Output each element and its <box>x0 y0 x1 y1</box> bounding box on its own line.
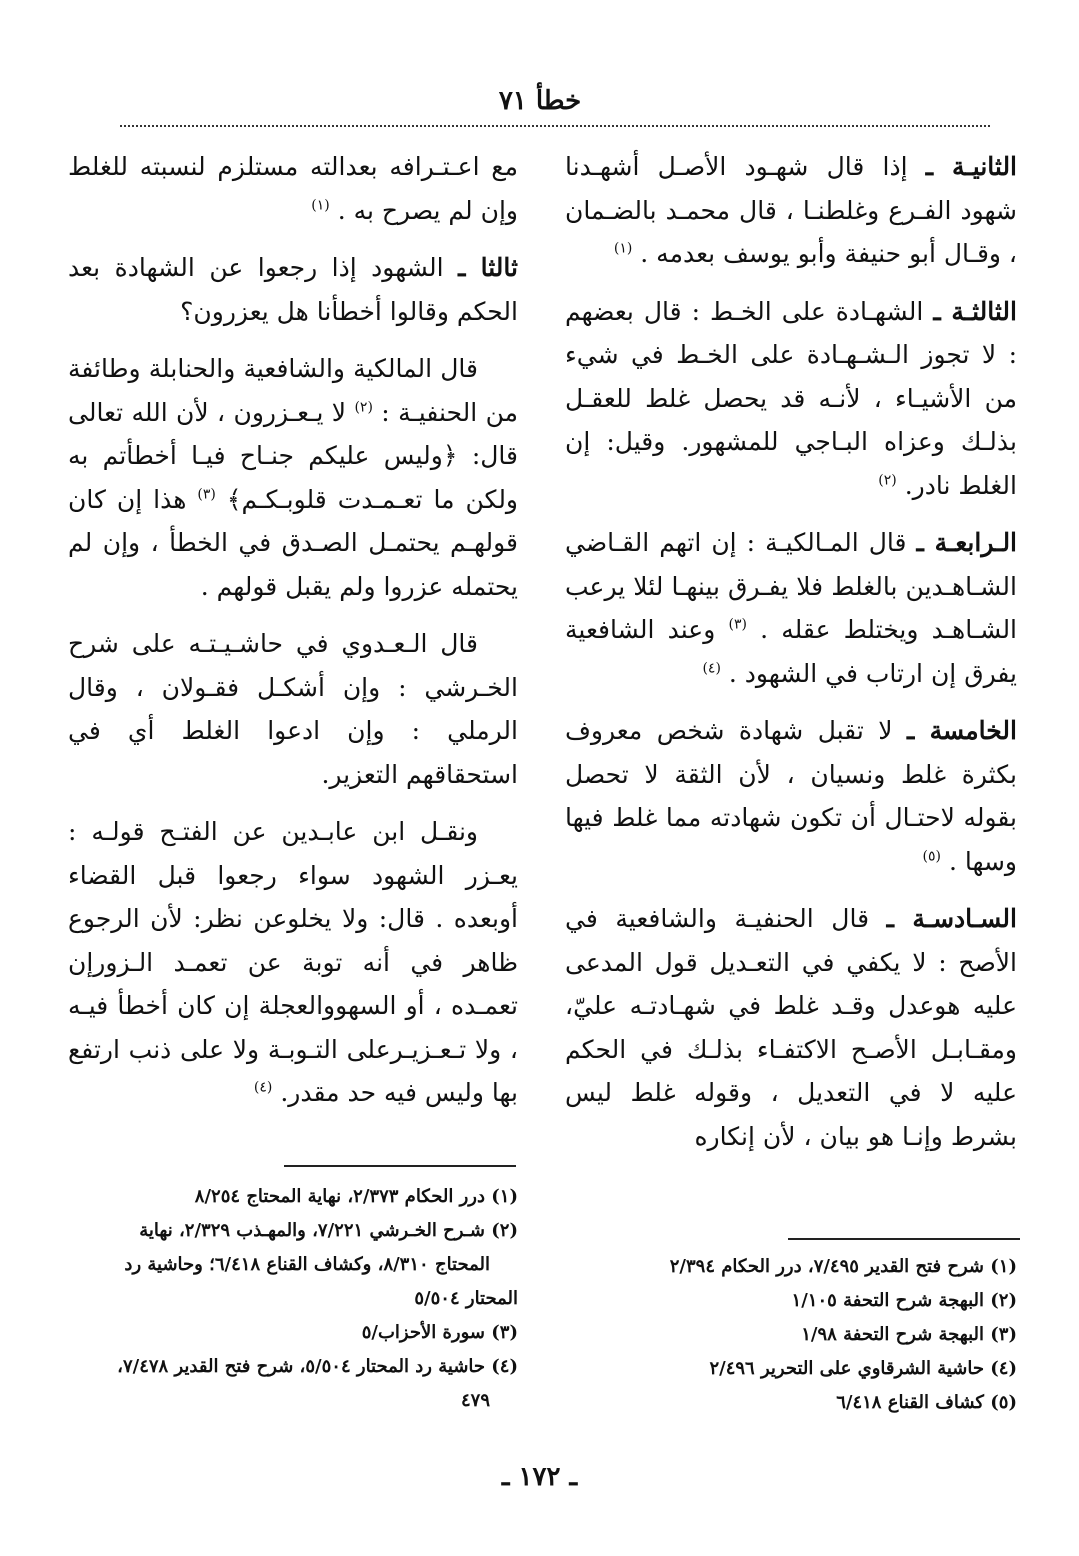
paragraph-text: وعند الشافعية يفرق إن ارتاب في الشهود . <box>565 615 1017 688</box>
footnote: (٢) البهجة شرح التحفة ١/١٠٥ <box>791 1290 1017 1311</box>
paragraph-sixth <box>565 897 1017 1158</box>
footnotes-left <box>68 1180 518 1418</box>
paragraph-text: الشهود إذا رجعوا عن الشهادة بعد الحكم وقالوا أخطأنا هل يعزرون؟ <box>68 253 518 326</box>
paragraph-text: لا تقبل شهادة شخص معروف بكثرة غلط ونسيان ، لأن الثقة لا تحصل بقوله لاحتـال أن تكون شهادته مما غلط فيها وسها . <box>565 716 1017 876</box>
paragraph-lead: الخامسة ـ <box>907 716 1017 745</box>
footnote-ref: (٤) <box>702 660 721 677</box>
right-column <box>565 145 1017 1172</box>
paragraph-ibn-abidin <box>68 810 518 1115</box>
paragraph-third <box>565 290 1017 508</box>
paragraph-adawi <box>68 622 518 796</box>
paragraph-lead: الثانيـة ـ <box>925 152 1018 181</box>
paragraph-text: قال الحنفيـة والشافعية في الأصح : لا يكفي في التعـديل قول المدعى عليه هوعدل وقـد غلط في شهـادتـه عليّ، ومقـابـل الأصـح الاكتفـاء بذلـك في الحكم عليه لا في التعديل ، وقوله غلط ليس بشرط وإنـا هو بيان ، لأن إنكاره <box>565 904 1017 1151</box>
footnote-ref: (٢) <box>878 472 897 489</box>
page-number: ـ ١٧٢ ـ <box>501 1462 578 1492</box>
footnote-divider-left <box>284 1165 516 1167</box>
paragraph-second <box>565 145 1017 276</box>
left-column <box>68 145 518 1129</box>
paragraph-text: الشهـادة على الخـط : قال بعضهم : لا تجوز الـشـهـادة على الخـط في شيء من الأشيـاء ، لأنـه قد يحصل غلط للعقـل بذلـك وعزاه البـاجي للمشهور. وقيل: إن الغلط نادر. <box>565 296 1017 500</box>
footnote: (٥) كشاف القناع ٦/٤١٨ <box>836 1392 1017 1413</box>
paragraph-text: مع اعـتـرافه بعدالته مستلزم لنسبته للغلط وإن لم يصرح به . <box>68 152 518 225</box>
footnote-divider-right <box>788 1238 1020 1240</box>
paragraph-lead: الـرابعـة ـ <box>916 528 1018 557</box>
paragraph-thirdly <box>68 246 518 333</box>
paragraph-schools-opinion <box>68 347 518 608</box>
paragraph-lead: الثالثـة ـ <box>933 296 1017 326</box>
footnote-ref: (٢) <box>354 399 373 416</box>
footnote: (١) درر الحكام ٢/٣٧٣، نهاية المحتاج ٨/٢٥٤ <box>194 1186 518 1207</box>
paragraph-text: قال المالكية والشافعية والحنابلة وطائفة من الحنفيـة : <box>68 354 519 427</box>
paragraph-text: قال المـالكيـة : إن اتهم القـاضي الشـاهـدين بالغلط فلا يفـرق بينهـا لئلا يرعب الشـاهـد ويختلط عقله . <box>565 528 1018 644</box>
paragraph-lead: السـادسـة ـ <box>886 904 1017 933</box>
footnote: (٣) سورة الأحزاب/٥ <box>361 1322 518 1343</box>
footnote-continuation: المحتاج ٨/٣١٠، وكشاف القناع ٦/٤١٨؛ وحاشية رد المحتار ٥/٥٠٤ <box>124 1254 518 1309</box>
footnote-ref: (٥) <box>922 848 941 865</box>
footnote-ref: (٣) <box>728 616 747 633</box>
paragraph-fifth <box>565 709 1017 883</box>
footnote-continuation: ٤٧٩ <box>460 1390 490 1411</box>
footnotes-right <box>565 1250 1017 1420</box>
paragraph-text: قال الـعـدوي في حاشـيـتـه على شرح الخـرشي : وإن أشكـل فقـولان ، وقال الرملي : وإن ادعوا الغلط أي في استحقاقهم التعزير. <box>68 629 518 789</box>
footnote-ref: (١) <box>613 240 633 257</box>
paragraph-continuation <box>68 145 518 232</box>
footnote-ref: (٤) <box>253 1079 273 1096</box>
page-header: خطأ ٧١ <box>498 86 582 116</box>
paragraph-lead: ثالثا ـ <box>458 253 519 282</box>
footnote: (١) شرح فتح القدير ٧/٤٩٥، درر الحكام ٢/٣٩٤ <box>669 1256 1017 1277</box>
footnote <box>68 1214 518 1316</box>
footnote-text: (٢) شـرح الخـرشي ٧/٢٢١، والمهـذب ٢/٣٢٩، نهاية <box>139 1220 518 1241</box>
paragraph-text: لا يـعـزرون ، لأن الله تعالى قال: ﴿وليس عليكم جنـاح فيـا أخطأتم به ولكن ما تعـمـدت قلوبـكـم﴾ <box>68 397 519 514</box>
footnote: (٣) البهجة شرح التحفة ١/٩٨ <box>801 1324 1017 1345</box>
paragraph-text: إذا قال شهـود الأصـل أشهـدنا شهود الفـرع وغلطنـا ، قال محمـد بالضـمان ، وقـال أبو حنيفة وأبو يوسف بعدمه . <box>565 152 1017 268</box>
paragraph-text: هذا إن كان قولهـم يحتمـل الصـدق في الخطأ ، وإن لم يحتمله عزروا ولم يقبل قولهم . <box>68 484 518 601</box>
footnote: (٤) حاشية الشرقاوي على التحرير ٢/٤٩٦ <box>709 1358 1017 1379</box>
footnote-ref: (١) <box>311 197 330 214</box>
footnote-ref: (٣) <box>197 486 216 503</box>
footnote-text: (٤) حاشية رد المحتار ٥/٥٠٤، شرح فتح القدير ٧/٤٧٨، <box>117 1356 518 1377</box>
paragraph-text: ونقـل ابن عابـدين عن الفتـح قولـه : يعـزر الشهود سواء رجعوا قبل القضاء أوبعده . قال: ولا يخلوعن نظر: لأن الرجوع ظاهر في أنه توبة عن تعمـد الـزورإن تعمـده ، أو السهووالعجلة إن كان أخطأ فيـه ، ولا تـعـزيـرعلى التـوبـة ولا على ذنب ارتفع بها وليس فيه حد مقدر. <box>68 817 518 1107</box>
footnote <box>68 1350 518 1418</box>
header-divider <box>120 125 990 127</box>
paragraph-fourth <box>565 521 1017 695</box>
